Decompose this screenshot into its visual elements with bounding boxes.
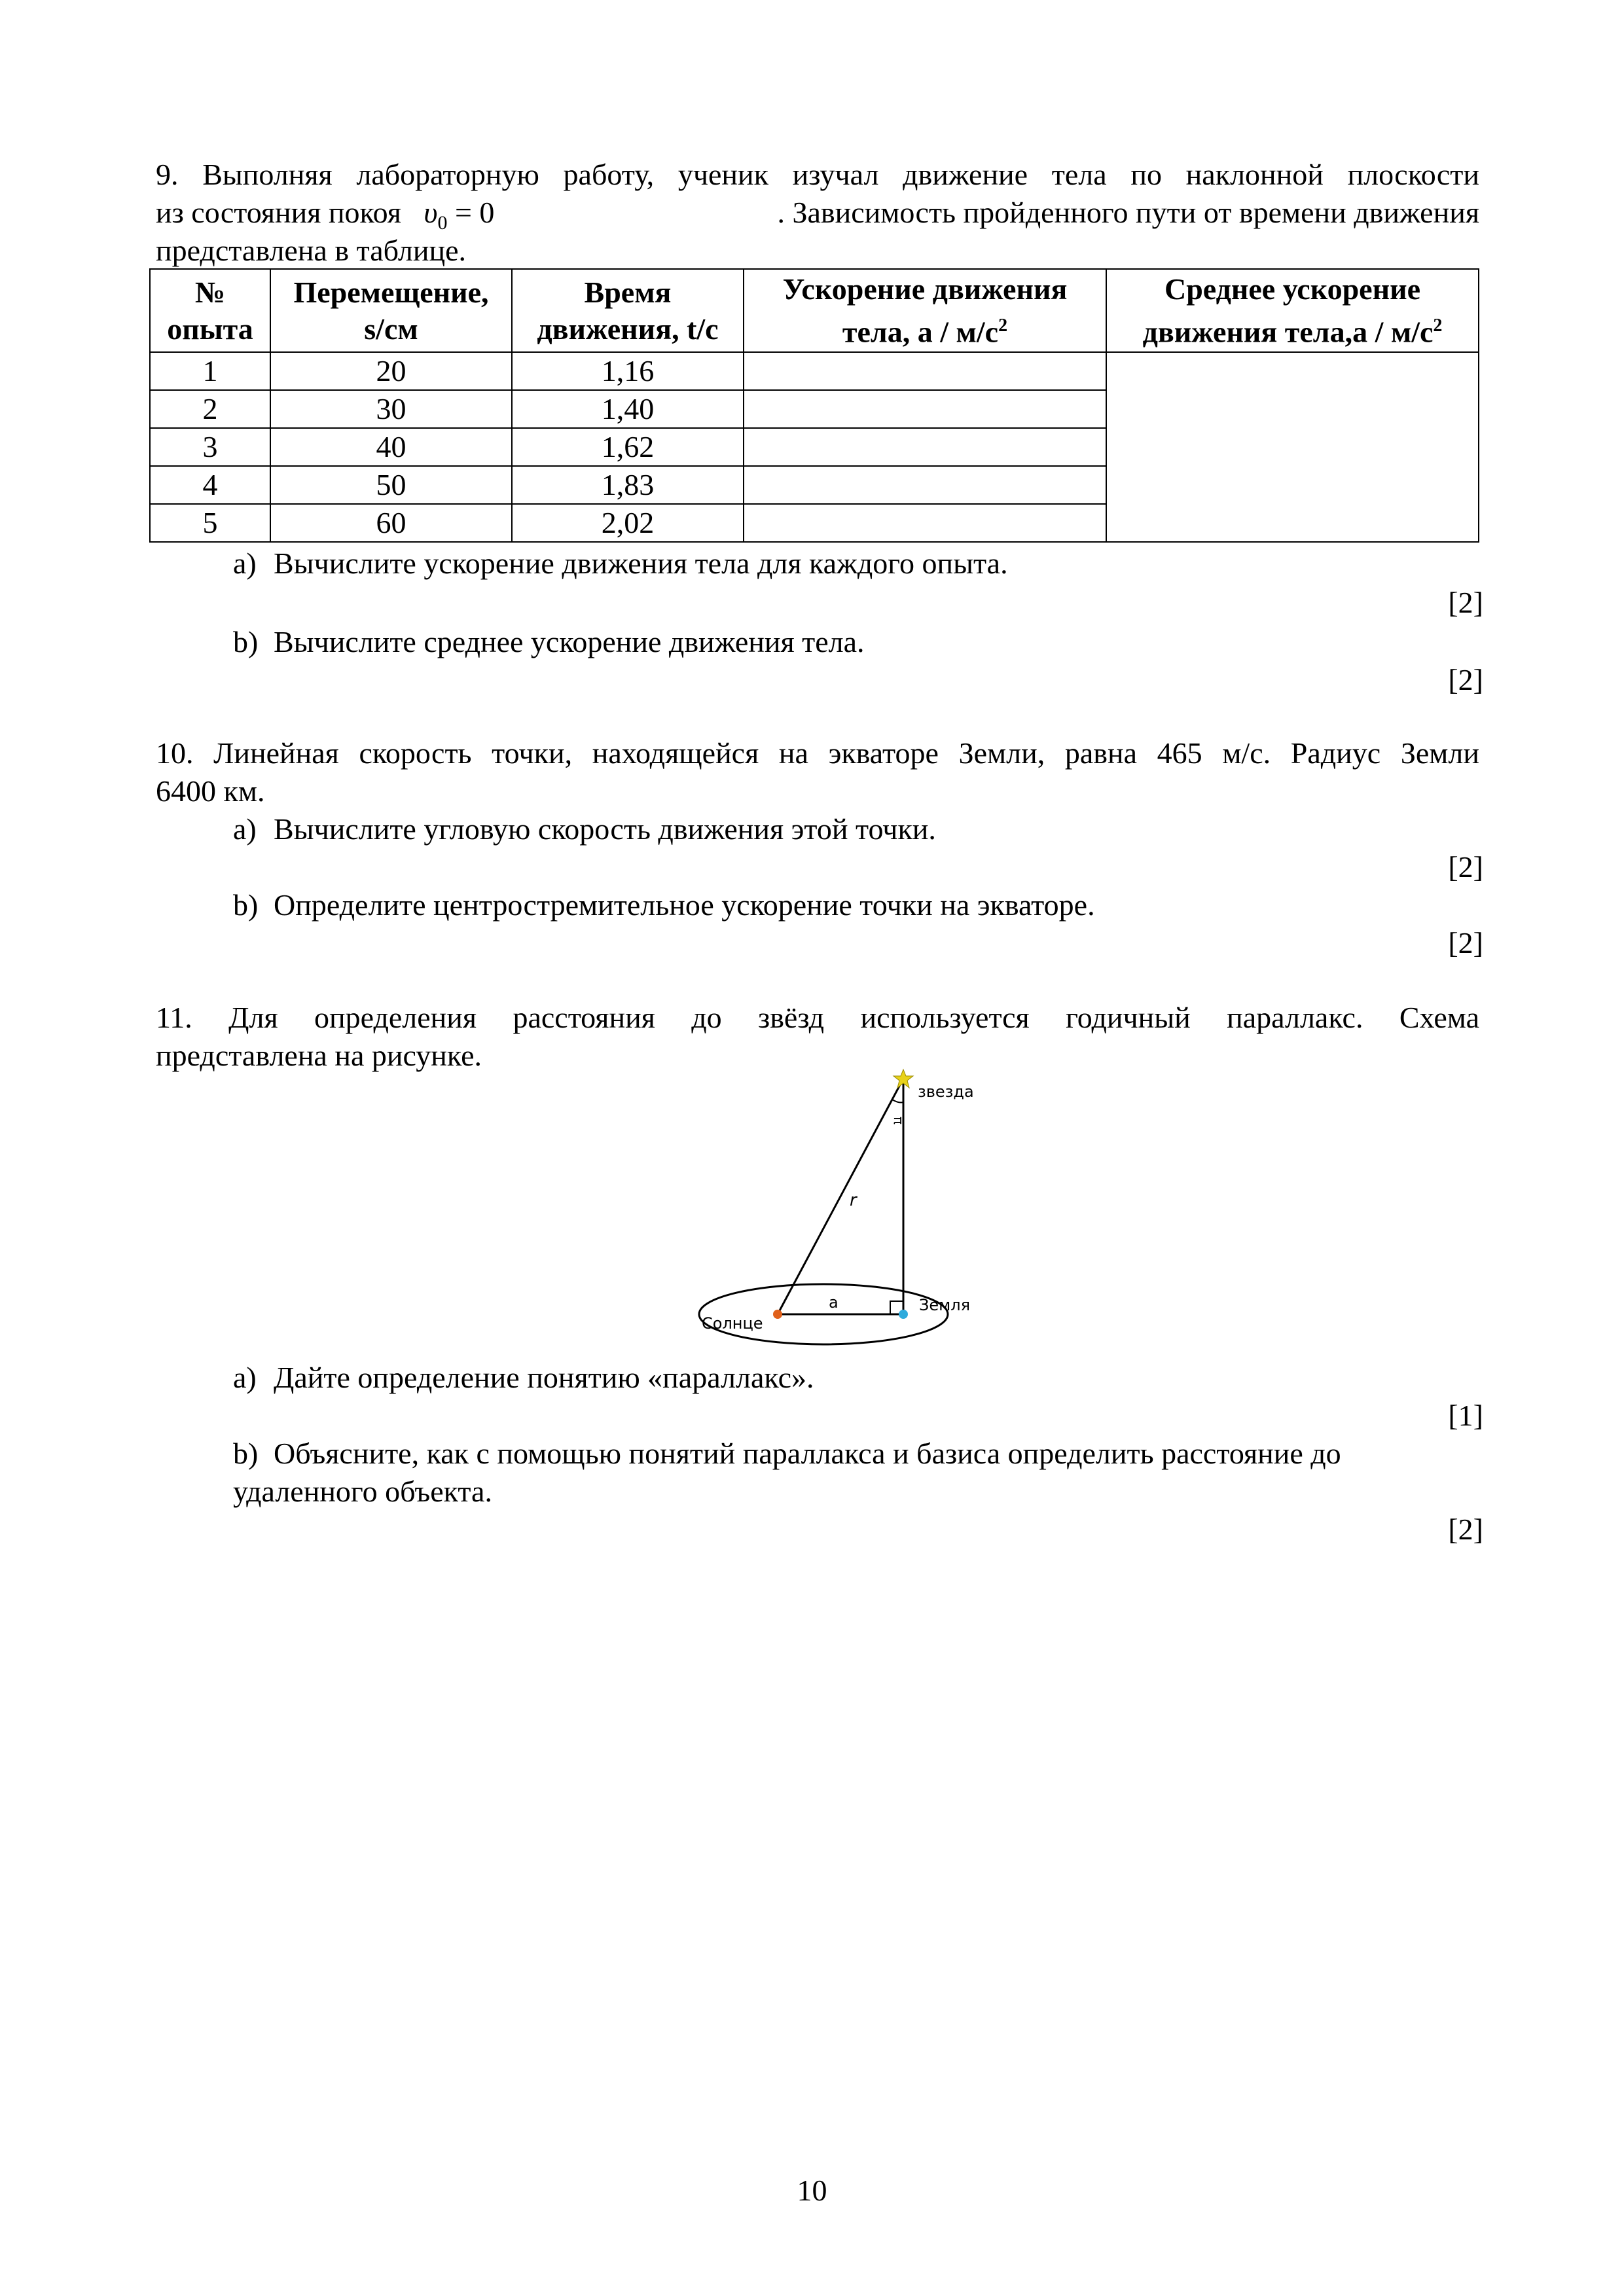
table-cell: 2,02 bbox=[512, 504, 744, 542]
q9-part-a-score: [2] bbox=[1448, 586, 1483, 619]
q9-part-a-label: a) bbox=[233, 547, 257, 580]
average-answer-cell[interactable] bbox=[1106, 352, 1479, 542]
q9-part-b-score: [2] bbox=[1448, 663, 1483, 696]
sun-dot bbox=[773, 1310, 782, 1319]
q10-part-b-label: b) bbox=[233, 888, 259, 922]
table-cell: 1,16 bbox=[512, 352, 744, 390]
q11-part-b-score: [2] bbox=[1448, 1513, 1483, 1546]
q9-part-b-text: Вычислите среднее ускорение движения тела. bbox=[274, 625, 865, 658]
table-cell: 3 bbox=[150, 428, 270, 466]
table-cell: 4 bbox=[150, 466, 270, 504]
q11-part-b-line-2 bbox=[233, 1473, 492, 1511]
q10-part-a-text: Вычислите угловую скорость движения этой точки. bbox=[274, 812, 936, 846]
header-time: Время движения, t/c bbox=[512, 269, 744, 352]
q10-part-a-score: [2] bbox=[1448, 850, 1483, 884]
q11-line-2: представлена на рисунке. bbox=[156, 1039, 482, 1072]
q9-part-b-label: b) bbox=[233, 625, 259, 658]
table-cell: 1,83 bbox=[512, 466, 744, 504]
q9-line-3: представлена в таблице. bbox=[156, 234, 467, 267]
table-cell: 40 bbox=[270, 428, 512, 466]
table-cell: 50 bbox=[270, 466, 512, 504]
velocity-symbol: υ bbox=[424, 196, 438, 229]
table-cell: 1 bbox=[150, 352, 270, 390]
q11-part-b bbox=[233, 1435, 1341, 1473]
answer-cell[interactable] bbox=[744, 428, 1106, 466]
sun-label: Солнце bbox=[702, 1314, 763, 1333]
q10-line-2: 6400 км. bbox=[156, 774, 265, 808]
q11-part-a-label: a) bbox=[233, 1361, 257, 1394]
q11-part-b-text-2: удаленного объекта. bbox=[233, 1475, 492, 1508]
q9-part-b bbox=[233, 623, 865, 661]
table-header-row bbox=[150, 269, 1479, 352]
q10-part-b-text: Определите центростремительное ускорение точки на экваторе. bbox=[274, 888, 1095, 922]
table-cell: 2 bbox=[150, 390, 270, 428]
header-average-acceleration: Среднее ускорение движения тела,а / $м/с^2$ bbox=[1106, 269, 1479, 352]
q11-part-b-label: b) bbox=[233, 1437, 259, 1470]
header-displacement: Перемещение, s/см bbox=[270, 269, 512, 352]
q9-part-a bbox=[233, 545, 1008, 583]
angle-label: π bbox=[891, 1117, 907, 1125]
page-number: 10 bbox=[797, 2174, 827, 2207]
header-experiment: № опыта bbox=[150, 269, 270, 352]
table-cell: 30 bbox=[270, 390, 512, 428]
distance-r-label: r bbox=[850, 1191, 857, 1210]
q11-part-a-text: Дайте определение понятию «параллакс». bbox=[274, 1361, 814, 1394]
table-cell: 20 bbox=[270, 352, 512, 390]
answer-cell[interactable] bbox=[744, 352, 1106, 390]
data-table bbox=[149, 268, 1479, 543]
table-row bbox=[150, 352, 1479, 390]
parallax-diagram bbox=[648, 1060, 1041, 1348]
q10-part-a-label: a) bbox=[233, 812, 257, 846]
earth-label: Земля bbox=[919, 1296, 971, 1314]
q9-part-a-text: Вычислите ускорение движения тела для каждого опыта. bbox=[274, 547, 1008, 580]
q11-part-b-text-1: Объясните, как с помощью понятий параллакса и базиса определить расстояние до bbox=[274, 1437, 1341, 1470]
answer-cell[interactable] bbox=[744, 466, 1106, 504]
q9-line-1: 9. Выполняя лабораторную работу, ученик изучал движение тела по наклонной плоскости bbox=[156, 158, 1479, 191]
header-acceleration: Ускорение движения тела, а / $м/с^2$ bbox=[744, 269, 1106, 352]
q10-part-a bbox=[233, 810, 936, 848]
q11-part-a bbox=[233, 1359, 814, 1397]
table-cell: 1,40 bbox=[512, 390, 744, 428]
q9-line-2-start: из состояния покоя $\upsilon_0 = 0$ bbox=[156, 196, 495, 234]
sun-star-line bbox=[778, 1079, 903, 1314]
table-cell: 5 bbox=[150, 504, 270, 542]
baseline-a-label: а bbox=[829, 1293, 839, 1312]
q11-line-1: 11. Для определения расстояния до звёзд используется годичный параллакс. Схема bbox=[156, 1001, 1479, 1034]
q10-line-1: 10. Линейная скорость точки, находящейся на экваторе Земли, равна 465 м/с. Радиус Земли bbox=[156, 736, 1479, 770]
q10-part-b-score: [2] bbox=[1448, 926, 1483, 960]
q10-part-b bbox=[233, 886, 1095, 924]
table-cell: 1,62 bbox=[512, 428, 744, 466]
q9-line-2-end: . Зависимость пройденного пути от времени движения bbox=[777, 196, 1479, 229]
answer-cell[interactable] bbox=[744, 390, 1106, 428]
earth-dot bbox=[899, 1310, 908, 1319]
q11-part-a-score: [1] bbox=[1448, 1399, 1483, 1432]
answer-cell[interactable] bbox=[744, 504, 1106, 542]
parallax-angle-arc bbox=[892, 1100, 903, 1103]
star-label: звезда bbox=[918, 1083, 974, 1101]
table-cell: 60 bbox=[270, 504, 512, 542]
